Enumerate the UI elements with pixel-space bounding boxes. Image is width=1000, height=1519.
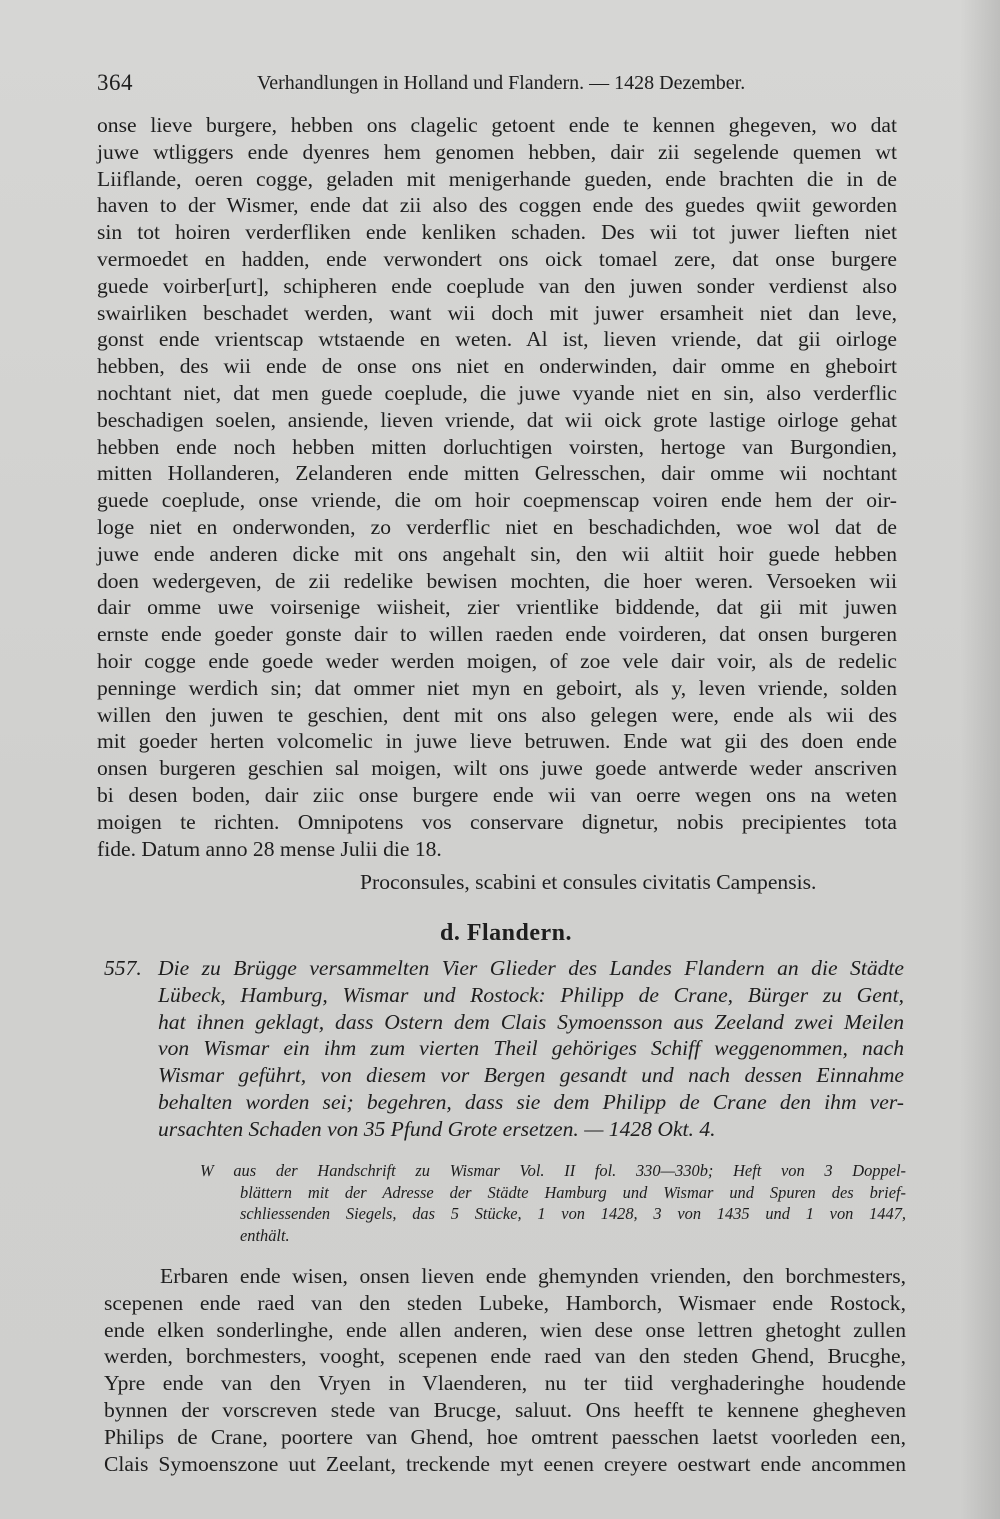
letter-text-557 <box>104 1263 906 1477</box>
regest-line: ursachten Schaden von 35 Pfund Grote ersetzen. — 1428 Okt. 4. <box>158 1116 716 1141</box>
running-head: Verhandlungen in Holland und Flandern. — 1428 Dezember. <box>257 72 746 94</box>
page-header <box>97 70 757 102</box>
regest-line: hat ihnen geklagt, dass Ostern dem Clais Symoensson aus Zeeland zwei Meilen <box>158 1009 904 1034</box>
text-line: fide. Datum anno 28 mense Julii die 18. <box>97 836 442 861</box>
text-line: juwe wtliggers ende dyenres hem genomen hebben, dair zii segelende quemen wt <box>97 139 897 164</box>
text-line: bynnen der vorscreven stede van Brucge, saluut. Ons heefft te kennene ghegheven <box>104 1397 906 1422</box>
text-line: hoir cogge ende goede weder werden moigen, of zoe vele dair voir, als de redelic <box>97 648 897 673</box>
text-line: ernste ende goeder gonste dair to willen raeden ende voirderen, dat onsen burgeren <box>97 622 897 647</box>
letter-signature: Proconsules, scabini et consules civitatis Campensis. <box>360 870 817 894</box>
source-note <box>200 1160 906 1246</box>
text-line: beschadigen soelen, ansiende, lieven vriende, dat wii oick grote lastige oirloge gehat <box>97 407 897 432</box>
text-line: Ypre ende van den Vryen in Vlaenderen, nu ter tiid verghaderinghe houdende <box>104 1371 906 1396</box>
regest-line: behalten worden sei; begehren, dass sie dem Philipp de Crane den ihm ver- <box>158 1089 904 1114</box>
regest-line: Lübeck, Hamburg, Wismar und Rostock: Philipp de Crane, Bürger zu Gent, <box>158 982 904 1007</box>
text-line: sin tot hoiren verderfliken ende kenliken schaden. Des wii tot juwer lieften niet <box>97 220 897 245</box>
regest-line: von Wismar ein ihm zum vierten Theil gehöriges Schiff weggenommen, nach <box>158 1036 904 1061</box>
text-line: Clais Symoenszone uut Zeelant, treckende myt eenen creyere oestwart ende ancommen <box>104 1451 906 1476</box>
section-heading: d. Flandern. <box>440 920 573 946</box>
regest-line: Wismar geführt, von diesem vor Bergen gesandt und nach dessen Einnahme <box>158 1063 904 1088</box>
letter-text <box>97 112 897 862</box>
regest-line-text: Die zu Brügge versammelten Vier Glieder des Landes Flandern an die Städte <box>158 956 904 980</box>
source-note-line: enthält. <box>240 1225 290 1245</box>
page-edge-shadow <box>960 0 1000 1519</box>
text-line: bi desen boden, dair ziic onse burgere ende wii van oerre wegen ons na weten <box>97 782 897 807</box>
text-line: haven to der Wismer, ende dat zii also des coggen ende des guedes qwiit geworden <box>97 193 897 218</box>
text-line: guede coeplude, onse vriende, die om hoir coepmenscap voiren ende hem der oir- <box>97 488 897 513</box>
text-line: moigen te richten. Omnipotens vos conservare dignetur, nobis precipientes tota <box>97 809 897 834</box>
text-line: Liiflande, oeren cogge, geladen mit menigerhande gueden, ende brachten die in de <box>97 166 897 191</box>
text-line: swairliken beschadet werden, want wii doch mit juwer ersamheit niet dan leve, <box>97 300 897 325</box>
text-line: nochtant niet, dat men guede coeplude, die juwe vyande niet en sin, also verderflic <box>97 380 897 405</box>
text-line: mit goeder herten volcomelic in juwe lieve betruwen. Ende wat gii des doen ende <box>97 729 897 754</box>
text-line: loge niet en onderwonden, zo verderflic niet en beschadichden, woe wol dat de <box>97 514 897 539</box>
text-line: werden, borchmesters, vooght, scepenen ende raed van den steden Ghend, Brucghe, <box>104 1344 906 1369</box>
document-number: 557. <box>104 956 142 980</box>
text-line: ende elken sonderlinghe, ende allen anderen, wien dese onse lettren ghetoght zullen <box>104 1317 906 1342</box>
text-line: onsen burgeren geschien sal moigen, wilt ons juwe goede antwerde weder anscriven <box>97 756 897 781</box>
source-note-line: blättern mit der Adresse der Städte Hamburg und Wismar und Spuren des brief- <box>240 1182 906 1202</box>
text-line: Erbaren ende wisen, onsen lieven ende ghemynden vrienden, den borchmesters, <box>160 1264 906 1288</box>
source-note-line: schliessenden Siegels, das 5 Stücke, 1 von 1428, 3 von 1435 und 1 von 1447, <box>240 1204 906 1223</box>
text-line: penninge werdich sin; dat ommer niet myn en geboirt, als y, leven vriende, solden <box>97 675 897 700</box>
text-line: Philips de Crane, poortere van Ghend, hoe omtrent paesschen laetst voorleden een, <box>104 1424 906 1449</box>
text-line: guede voirber[urt], schipheren ende coeplude van den juwen sonder verdienst also <box>97 273 897 298</box>
text-line: mitten Hollanderen, Zelanderen ende mitten Gelresschen, dair omme wii nochtant <box>97 461 897 486</box>
text-line: vermoedet en hadden, ende verwondert ons oick tomael zere, dat onse burgere <box>97 246 897 271</box>
regest-line <box>104 955 904 982</box>
text-line: hebben, des wii ende de onse ons niet en onderwinden, dair omme en gheboirt <box>97 354 897 379</box>
text-line: hebben ende noch hebben mitten dorluchtigen voirsten, hertoge van Burgondien, <box>97 434 897 459</box>
text-line: doen wedergeven, de zii redelike bewisen mochten, die hoer weren. Versoeken wii <box>97 568 897 593</box>
text-line: dair omme uwe voirsenige wiisheit, zier vrientlike biddende, dat gii mit juwen <box>97 595 897 620</box>
document-regest <box>104 955 904 1143</box>
text-line: onse lieve burgere, hebben ons clagelic getoent ende te kennen ghegeven, wo dat <box>97 113 897 137</box>
text-line: scepenen ende raed van den steden Lubeke, Hamborch, Wismaer ende Rostock, <box>104 1290 906 1315</box>
text-line: willen den juwen te geschien, dent mit ons also gelegen were, ende als wii des <box>97 702 897 727</box>
page-number: 364 <box>97 70 133 95</box>
source-note-line: W aus der Handschrift zu Wismar Vol. II fol. 330—330b; Heft von 3 Doppel- <box>200 1161 906 1180</box>
text-line: juwe ende anderen dicke mit ons angehalt sin, den wii altiit hoir guede hebben <box>97 541 897 566</box>
text-line: gonst ende vrientscap wtstaende en weten. Al ist, lieven vriende, dat gii oirloge <box>97 327 897 352</box>
